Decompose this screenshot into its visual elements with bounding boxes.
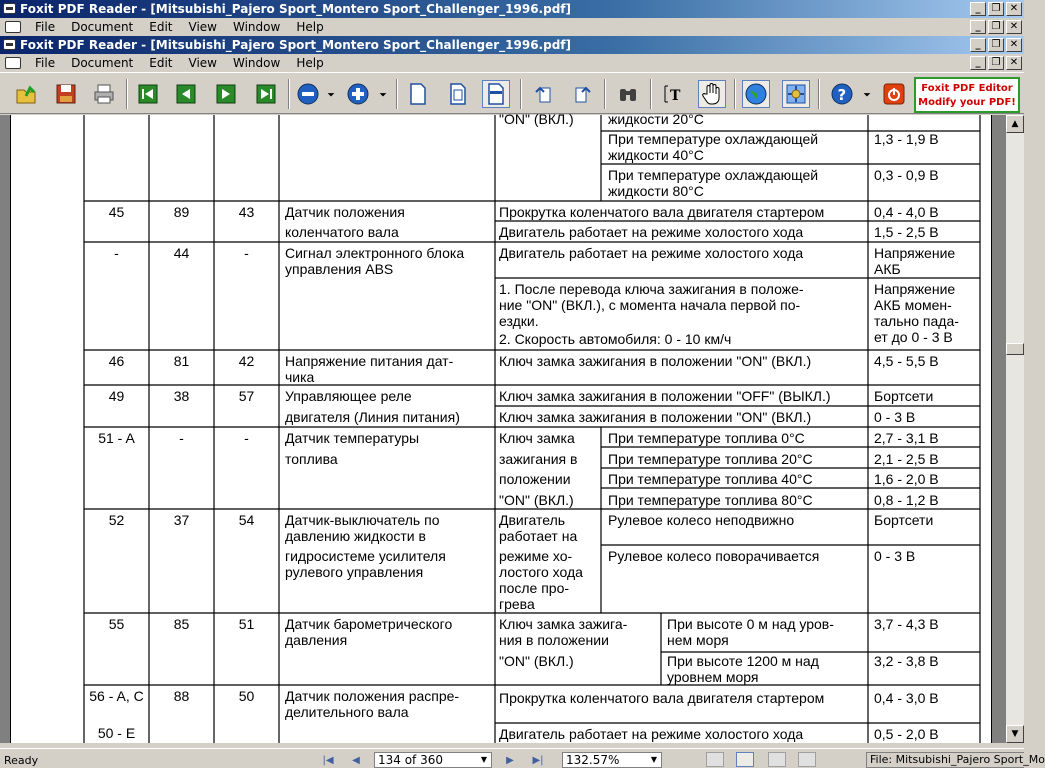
cell-pin: 54 — [238, 512, 255, 528]
next-page-icon: ▶ — [506, 754, 514, 766]
menu-document[interactable]: Document — [71, 56, 134, 70]
cell-text: "ON" (ВКЛ.) — [499, 653, 574, 669]
cell-text: Ключ замка зажига- — [499, 616, 628, 632]
cell-text: При температуре охлаждающей — [608, 167, 819, 183]
cell-pin: - — [179, 430, 184, 446]
cell-text: жидкости 40°С — [608, 147, 704, 163]
title-bar-outer — [0, 0, 1024, 18]
cell-value: 0,3 - 0,9 В — [874, 167, 939, 183]
file-info: File: Mitsubishi_Pajero Sport_Mo — [866, 752, 1024, 768]
cell-value: 1,6 - 2,0 В — [874, 471, 939, 487]
app-icon — [3, 39, 16, 50]
menu-window[interactable]: Window — [233, 56, 281, 70]
promo-line-1: Foxit PDF Editor — [921, 83, 1013, 94]
cell-value: АКБ — [874, 261, 901, 277]
window-title: Foxit PDF Reader - [Mitsubishi_Pajero Sport_Montero Sport_Challenger_1996.pdf] — [20, 38, 571, 52]
doc-restore-button[interactable]: ❐ — [988, 56, 1004, 70]
save-disk-icon — [54, 82, 78, 106]
title-bar-inner — [0, 36, 1024, 54]
actual-size-button[interactable] — [404, 80, 432, 108]
cell-value: 3,2 - 3,8 В — [874, 653, 939, 669]
down-arrow-icon: ▼ — [1011, 729, 1019, 739]
cell-text: ние "ON" (ВКЛ.), с момента начала первой по- — [499, 297, 801, 313]
cell-pin: 46 — [108, 353, 125, 369]
menu-help[interactable]: Help — [296, 20, 324, 34]
menu-file[interactable]: File — [35, 20, 56, 34]
fit-width-button[interactable] — [482, 80, 510, 108]
cell-text: Датчик положения — [285, 204, 405, 220]
cell-text: жидкости 20°С — [608, 111, 704, 127]
menu-edit[interactable]: Edit — [149, 56, 173, 70]
cell-text: чика — [285, 369, 315, 385]
cell-text: Рулевое колесо поворачивается — [608, 548, 820, 564]
cell-text: "ON" (ВКЛ.) — [499, 111, 574, 127]
cell-text: При температуре топлива 80°С — [608, 492, 813, 508]
cell-pin: 43 — [238, 204, 255, 220]
binoculars-icon — [616, 82, 640, 106]
cell-value: АКБ момен- — [874, 297, 952, 313]
cell-value: 4,5 - 5,5 В — [874, 353, 939, 369]
cell-value: 1,3 - 1,9 В — [874, 131, 939, 147]
cell-value: тально пада- — [874, 313, 959, 329]
rotate-right-button[interactable] — [568, 80, 596, 108]
cell-text: лостого хода — [499, 564, 583, 580]
close-button[interactable]: ✕ — [1006, 2, 1022, 16]
menu-document[interactable]: Document — [71, 20, 134, 34]
cell-pin: 57 — [238, 388, 255, 404]
previous-page-icon — [174, 82, 198, 106]
cell-pin: - — [244, 245, 249, 261]
cell-text: 1. После перевода ключа зажигания в положе- — [499, 281, 804, 297]
status-bar — [0, 748, 1045, 768]
cell-text: работает на — [499, 528, 578, 544]
cell-text: Датчик барометрического — [285, 616, 453, 632]
exit-button[interactable] — [880, 80, 908, 108]
cell-text: Прокрутка коленчатого вала двигателя стартером — [499, 204, 825, 220]
cell-pin: 45 — [108, 204, 125, 220]
cell-text: При высоте 1200 м над — [667, 653, 819, 669]
chevron-down-icon[interactable]: ▼ — [650, 755, 658, 764]
cell-text: Двигатель работает на режиме холостого хода — [499, 224, 804, 240]
cell-text: Датчик-выключатель по — [285, 512, 440, 528]
previous-page-button[interactable] — [172, 80, 200, 108]
zoom-in-button[interactable] — [344, 80, 372, 108]
page-icon — [406, 82, 430, 106]
status-last-page-button[interactable] — [530, 753, 546, 767]
cell-text: При температуре охлаждающей — [608, 131, 819, 147]
dropdown-arrow-icon — [326, 82, 336, 106]
doc-restore-button[interactable]: ❐ — [988, 20, 1004, 34]
zoom-out-icon — [296, 82, 320, 106]
cell-pin: 51 - A — [98, 430, 135, 446]
power-icon — [882, 82, 906, 106]
dropdown-arrow-icon — [378, 82, 388, 106]
page-number-field[interactable] — [374, 752, 492, 768]
rotate-left-icon — [532, 82, 556, 106]
cell-pin: 37 — [173, 512, 190, 528]
rotate-right-icon — [570, 82, 594, 106]
restore-button[interactable]: ❐ — [988, 2, 1004, 16]
svg-text:T: T — [670, 88, 681, 104]
help-icon — [830, 82, 854, 106]
cell-pin: 38 — [173, 388, 190, 404]
text-select-button[interactable] — [660, 80, 688, 108]
globe-icon — [744, 82, 768, 106]
cell-value: 0 - 3 В — [874, 548, 916, 564]
hand-tool-button[interactable] — [698, 80, 726, 108]
promo-line-2: Modify your PDF! — [918, 97, 1016, 108]
first-page-icon: |◀ — [322, 754, 334, 766]
last-page-button[interactable] — [252, 80, 280, 108]
cell-text: уровнем моря — [667, 669, 759, 685]
menu-edit[interactable]: Edit — [149, 20, 173, 34]
web-button[interactable] — [742, 80, 770, 108]
cell-text: положении — [499, 471, 571, 487]
cell-text: рулевого управления — [285, 564, 424, 580]
cell-text: коленчатого вала — [285, 224, 399, 240]
cell-text: Управляющее реле — [285, 388, 412, 404]
cell-value: 1,5 - 2,5 В — [874, 224, 939, 240]
svg-text:?: ? — [837, 86, 847, 104]
status-first-page-button[interactable] — [320, 753, 336, 767]
pdf-page — [10, 111, 992, 743]
cell-pin: 55 — [108, 616, 125, 632]
minimize-button[interactable]: _ — [970, 38, 986, 52]
toolbar — [0, 72, 1024, 114]
cell-pin: 56 - A, C — [89, 688, 144, 704]
previous-page-icon: ◀ — [352, 754, 360, 766]
help-button[interactable] — [828, 80, 856, 108]
cell-pin: 89 — [173, 204, 190, 220]
cell-pin: 51 — [238, 616, 255, 632]
cell-pin: 49 — [108, 388, 125, 404]
cell-text: Прокрутка коленчатого вала двигателя стартером — [499, 690, 825, 706]
cell-text: Рулевое колесо неподвижно — [608, 512, 795, 528]
menu-bar — [0, 54, 1024, 72]
cell-pin: - — [114, 245, 119, 261]
cell-text: ездки. — [499, 313, 539, 329]
chevron-down-icon[interactable]: ▼ — [480, 755, 488, 764]
cell-value: Бортсети — [874, 512, 934, 528]
fit-page-button[interactable] — [444, 80, 472, 108]
find-button[interactable] — [614, 80, 642, 108]
zoom-value: 132.57% — [566, 753, 620, 767]
cell-text: режиме хо- — [499, 548, 573, 564]
open-folder-icon — [14, 82, 38, 106]
cell-text: грева — [499, 596, 535, 612]
cell-pin: 44 — [173, 245, 190, 261]
restore-button[interactable]: ❐ — [988, 38, 1004, 52]
doc-close-button[interactable]: ✕ — [1006, 56, 1022, 70]
print-button[interactable] — [90, 80, 118, 108]
next-page-icon — [214, 82, 238, 106]
cell-value: Напряжение — [874, 281, 956, 297]
cell-text: давлению жидкости в — [285, 528, 426, 544]
cell-text: давления — [285, 632, 348, 648]
cell-text: гидросистеме усилителя — [285, 548, 446, 564]
cell-text: Сигнал электронного блока — [285, 245, 465, 261]
cell-text: нем моря — [667, 632, 729, 648]
app-icon — [3, 3, 16, 14]
zoom-in-dropdown[interactable] — [376, 80, 390, 108]
text-select-icon — [662, 82, 686, 106]
cell-value: 2,7 - 3,1 В — [874, 430, 939, 446]
zoom-out-button[interactable] — [294, 80, 322, 108]
cell-text: делительного вала — [285, 704, 409, 720]
first-page-button[interactable] — [134, 80, 162, 108]
cell-pin: 81 — [173, 353, 190, 369]
close-button[interactable]: ✕ — [1006, 38, 1022, 52]
menu-window[interactable]: Window — [233, 20, 281, 34]
rotate-left-button[interactable] — [530, 80, 558, 108]
snapshot-button[interactable] — [782, 80, 810, 108]
printer-icon — [92, 82, 116, 106]
cell-text: При температуре топлива 40°С — [608, 471, 813, 487]
first-page-icon — [136, 82, 160, 106]
cell-text: Датчик температуры — [285, 430, 420, 446]
cell-text: Двигатель — [499, 512, 566, 528]
facing-view-button[interactable] — [768, 752, 786, 767]
cell-pin: 85 — [173, 616, 190, 632]
continuous-facing-view-button[interactable] — [798, 752, 816, 767]
cell-text: Ключ замка зажигания в положении "OFF" (ВЫКЛ.) — [499, 388, 831, 404]
cell-text: жидкости 80°С — [608, 183, 704, 199]
cell-text: При высоте 0 м над уров- — [667, 616, 834, 632]
single-page-view-button[interactable] — [706, 752, 724, 767]
zoom-in-icon — [346, 82, 370, 106]
cell-pin: 50 - E — [97, 725, 136, 741]
foxit-editor-promo[interactable] — [914, 77, 1020, 113]
open-button[interactable] — [12, 80, 40, 108]
status-ready: Ready — [4, 754, 39, 767]
cell-text: Двигатель работает на режиме холостого хода — [499, 726, 804, 742]
cell-text: Ключ замка зажигания в положении "ON" (ВКЛ.) — [499, 409, 812, 425]
cell-text: Ключ замка зажигания в положении "ON" (ВКЛ.) — [499, 353, 812, 369]
cell-pin: 42 — [238, 353, 255, 369]
cell-value: 0,4 - 3,0 В — [874, 690, 939, 706]
cell-text: ния в положении — [499, 632, 609, 648]
menu-view[interactable]: View — [188, 20, 217, 34]
cell-value: ет до 0 - 3 В — [874, 329, 953, 345]
cell-text: Ключ замка — [499, 430, 575, 446]
cell-text: зажигания в — [499, 451, 578, 467]
cell-value: Напряжение — [874, 245, 956, 261]
cell-text: управления ABS — [285, 261, 394, 277]
hand-icon — [700, 82, 724, 106]
zoom-out-dropdown[interactable] — [324, 80, 338, 108]
document-view[interactable] — [0, 111, 1006, 743]
document-icon — [5, 21, 21, 33]
help-dropdown[interactable] — [860, 80, 874, 108]
last-page-icon: ▶| — [532, 754, 544, 766]
cell-text: Двигатель работает на режиме холостого хода — [499, 245, 804, 261]
cell-text: Датчик положения распре- — [285, 688, 460, 704]
doc-minimize-button[interactable]: _ — [970, 20, 986, 34]
cell-text: При температуре топлива 0°С — [608, 430, 805, 446]
cell-pin: - — [244, 430, 249, 446]
cell-text: двигателя (Линия питания) — [285, 409, 460, 425]
page-number-value: 134 of 360 — [378, 753, 444, 767]
cell-text: после про- — [499, 580, 570, 596]
cell-text: 2. Скорость автомобиля: 0 - 10 км/ч — [499, 331, 732, 347]
cell-pin: 52 — [108, 512, 125, 528]
cell-text: "ON" (ВКЛ.) — [499, 492, 574, 508]
continuous-view-button[interactable] — [736, 752, 754, 767]
doc-minimize-button[interactable]: _ — [970, 56, 986, 70]
fit-page-icon — [446, 82, 470, 106]
next-page-button[interactable] — [212, 80, 240, 108]
dropdown-arrow-icon — [862, 82, 872, 106]
scroll-thumb[interactable] — [1006, 343, 1024, 355]
doc-close-button[interactable]: ✕ — [1006, 20, 1022, 34]
zoom-field[interactable] — [562, 752, 662, 768]
cell-pin: 88 — [173, 688, 190, 704]
minimize-button[interactable]: _ — [970, 2, 986, 16]
scroll-down-button[interactable] — [1006, 725, 1024, 743]
cell-value: 0 - 3 В — [874, 409, 916, 425]
vertical-scrollbar[interactable] — [1006, 115, 1024, 743]
cell-value: Бортсети — [874, 388, 934, 404]
menu-file[interactable]: File — [35, 56, 56, 70]
cell-text: топлива — [285, 451, 338, 467]
scroll-up-button[interactable] — [1006, 115, 1024, 133]
cell-value: 2,1 - 2,5 В — [874, 451, 939, 467]
menu-bar-outer — [0, 18, 1024, 36]
menu-help[interactable]: Help — [296, 56, 324, 70]
fit-width-icon — [484, 82, 508, 106]
save-button[interactable] — [52, 80, 80, 108]
up-arrow-icon: ▲ — [1011, 119, 1019, 129]
status-next-page-button[interactable] — [502, 753, 518, 767]
status-previous-page-button[interactable] — [348, 753, 364, 767]
window-title: Foxit PDF Reader - [Mitsubishi_Pajero Sport_Montero Sport_Challenger_1996.pdf] — [20, 2, 571, 16]
cell-text: При температуре топлива 20°С — [608, 451, 813, 467]
cell-value: 0,4 - 4,0 В — [874, 204, 939, 220]
document-icon — [5, 57, 21, 69]
cell-text: Напряжение питания дат- — [285, 353, 454, 369]
cell-value: 0,5 - 2,0 В — [874, 726, 939, 742]
cell-value: 0,8 - 1,2 В — [874, 492, 939, 508]
last-page-icon — [254, 82, 278, 106]
cell-value: 3,7 - 4,3 В — [874, 616, 939, 632]
cell-pin: 50 — [238, 688, 255, 704]
menu-view[interactable]: View — [188, 56, 217, 70]
snapshot-icon — [784, 82, 808, 106]
